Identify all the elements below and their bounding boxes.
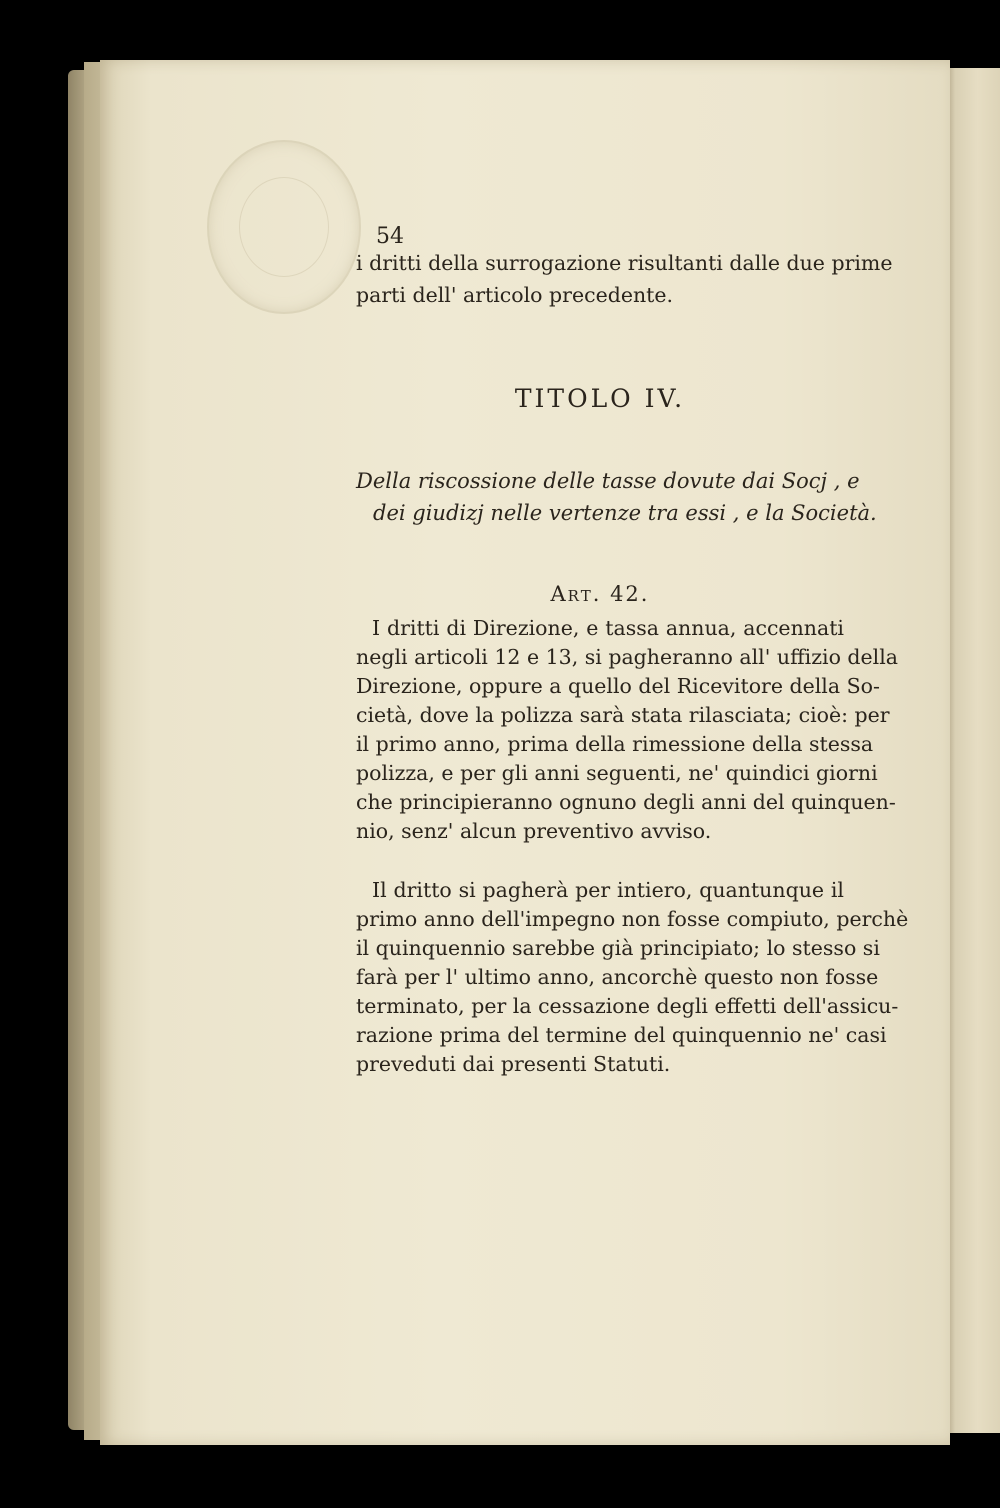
text-line: parti dell' articolo precedente.: [356, 283, 674, 307]
paragraph-line: il primo anno, prima della rimessione della stessa: [356, 732, 874, 756]
paragraph-line: cietà, dove la polizza sarà stata rilasciata; cioè: per: [356, 703, 890, 727]
section-subtitle-line: dei giudizj nelle vertenze tra essi , e la Società.: [373, 501, 877, 525]
section-subtitle-line: Della riscossione delle tasse dovute dai Socj , e: [356, 469, 860, 493]
paragraph-line: terminato, per la cessazione degli effetti dell'assicu-: [356, 994, 899, 1018]
embossed-seal-icon: [207, 140, 361, 314]
paragraph-line: Direzione, oppure a quello del Ricevitore della So-: [356, 674, 880, 698]
article-heading-text: Art. 42.: [550, 582, 650, 606]
paragraph-line: il quinquennio sarebbe già principiato; lo stesso si: [356, 936, 880, 960]
paragraph-line: preveduti dai presenti Statuti.: [356, 1052, 671, 1076]
text-line: i dritti della surrogazione risultanti dalle due prime: [356, 251, 893, 275]
paragraph-line: primo anno dell'impegno non fosse compiuto, perchè: [356, 907, 909, 931]
seal-inner-ring: [239, 177, 329, 277]
facing-page-edge: [944, 68, 1000, 1433]
paragraph-line: nio, senz' alcun preventivo avviso.: [356, 819, 712, 843]
section-title: TITOLO IV.: [514, 384, 686, 413]
paragraph-line: razione prima del termine del quinquennio ne' casi: [356, 1023, 887, 1047]
article-heading: [356, 582, 844, 606]
paragraph-line: che principieranno ognuno degli anni del quinquen-: [356, 790, 896, 814]
paragraph-line: I dritti di Direzione, e tassa annua, accennati: [372, 616, 844, 640]
paragraph-line: farà per l' ultimo anno, ancorchè questo non fosse: [356, 965, 879, 989]
paragraph-line: Il dritto si pagherà per intiero, quantunque il: [372, 878, 844, 902]
page-number: 54: [376, 224, 404, 249]
paragraph-line: negli articoli 12 e 13, si pagheranno all' uffizio della: [356, 645, 899, 669]
paragraph-line: polizza, e per gli anni seguenti, ne' quindici giorni: [356, 761, 878, 785]
